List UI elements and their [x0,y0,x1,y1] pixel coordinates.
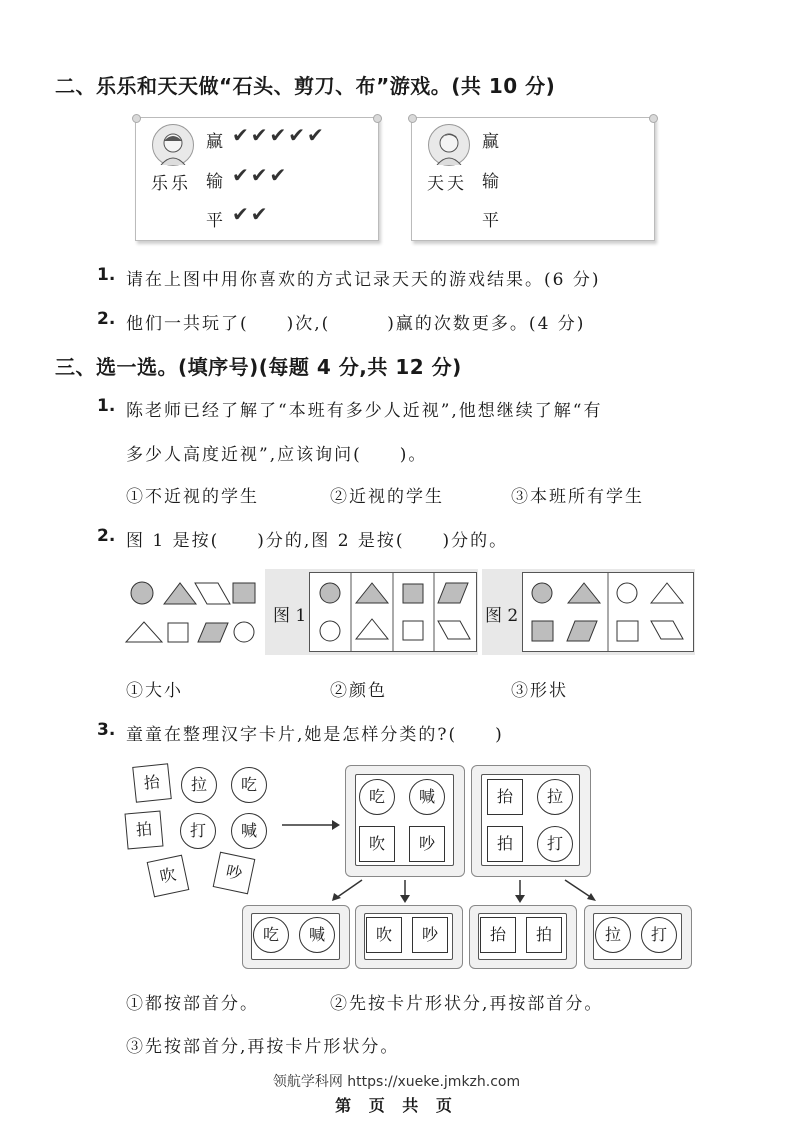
player-name-lele: 乐乐 [151,174,191,194]
q3-1-line2: 多少人高度近视”,应该询问( )。 [126,445,428,465]
figure-2-label: 图 2 [485,606,519,626]
figure-1-label: 图 1 [273,606,307,626]
bottom-char-chi: 吃 [253,917,289,953]
char-card-chui: 吹 [147,855,190,898]
q3-1-line1: 陈老师已经了解了“本班有多少人近视”,他想继续了解“有 [126,401,603,421]
win-ticks: ✔✔✔✔✔ [232,123,326,147]
tray-char-da: 打 [537,826,573,862]
q2-1-text: 请在上图中用你喜欢的方式记录天天的游戏结果。(6 分) [126,270,601,290]
boy-avatar-icon [152,124,194,166]
q3-3-option-2: ②先按卡片形状分,再按部首分。 [330,994,604,1014]
card-tiantian [411,117,655,241]
tray-char-chao: 吵 [409,826,445,862]
bottom-char-la: 拉 [595,917,631,953]
q3-1-option-2: ②近视的学生 [330,487,444,507]
tray-char-chi: 吃 [359,779,395,815]
q3-2-text: 图 1 是按( )分的,图 2 是按( )分的。 [126,531,509,551]
bottom-char-han: 喊 [299,917,335,953]
char-card-tai: 抬 [132,763,172,803]
row-win-label: 赢 [482,132,502,152]
q3-1-option-1: ①不近视的学生 [126,487,259,507]
row-draw-label: 平 [482,211,502,231]
q2-1-number: 1. [97,265,116,285]
char-card-da: 打 [180,813,216,849]
figure-1 [265,569,478,655]
figure-2-grid [522,572,694,652]
arrow-right-icon [280,815,340,835]
lose-ticks: ✔✔✔ [232,163,289,187]
q3-3-text: 童童在整理汉字卡片,她是怎样分类的?( ) [126,725,504,745]
char-card-pai: 拍 [124,810,163,849]
q3-3-number: 3. [97,720,116,740]
tray-char-tai: 抬 [487,779,523,815]
row-draw-label: 平 [206,211,226,231]
section2-title: 二、乐乐和天天做“石头、剪刀、布”游戏。(共 10 分) [55,74,556,98]
pin-icon [132,114,141,123]
bottom-char-tai: 抬 [480,917,516,953]
tray-char-han: 喊 [409,779,445,815]
bottom-char-pai: 拍 [526,917,562,953]
card-lele [135,117,379,241]
pin-icon [649,114,658,123]
q3-3-option-3: ③先按部首分,再按卡片形状分。 [126,1037,400,1057]
figure-2 [482,569,695,655]
tray-char-la: 拉 [537,779,573,815]
char-card-la: 拉 [181,767,217,803]
player-name-tiantian: 天天 [427,174,467,194]
draw-ticks: ✔✔ [232,202,270,226]
tray-char-chui: 吹 [359,826,395,862]
unsorted-shapes [120,570,262,655]
bottom-char-chui: 吹 [366,917,402,953]
section3-title: 三、选一选。(填序号)(每题 4 分,共 12 分) [55,355,462,379]
row-lose-label: 输 [206,172,226,192]
char-card-chao: 吵 [213,852,256,895]
q3-2-number: 2. [97,526,116,546]
bottom-char-chao: 吵 [412,917,448,953]
pin-icon [408,114,417,123]
boy-avatar-icon [428,124,470,166]
row-lose-label: 输 [482,172,502,192]
q3-2-option-2: ②颜色 [330,681,387,701]
q3-3-option-1: ①都按部首分。 [126,994,259,1014]
down-arrows-icon [320,876,620,906]
q3-2-option-1: ①大小 [126,681,183,701]
q2-2-number: 2. [97,309,116,329]
row-win-label: 赢 [206,132,226,152]
q3-1-option-3: ③本班所有学生 [511,487,644,507]
q3-2-option-3: ③形状 [511,681,568,701]
footer-page-number: 第 页 共 页 [335,1096,458,1115]
footer-url: 领航学科网 https://xueke.jmkzh.com [272,1074,521,1090]
q3-1-number: 1. [97,396,116,416]
char-card-han: 喊 [231,813,267,849]
char-card-chi: 吃 [231,767,267,803]
q2-2-text: 他们一共玩了( )次,( )赢的次数更多。(4 分) [126,314,586,334]
pin-icon [373,114,382,123]
figure-1-grid [309,572,477,652]
bottom-char-da: 打 [641,917,677,953]
tray-char-pai: 拍 [487,826,523,862]
